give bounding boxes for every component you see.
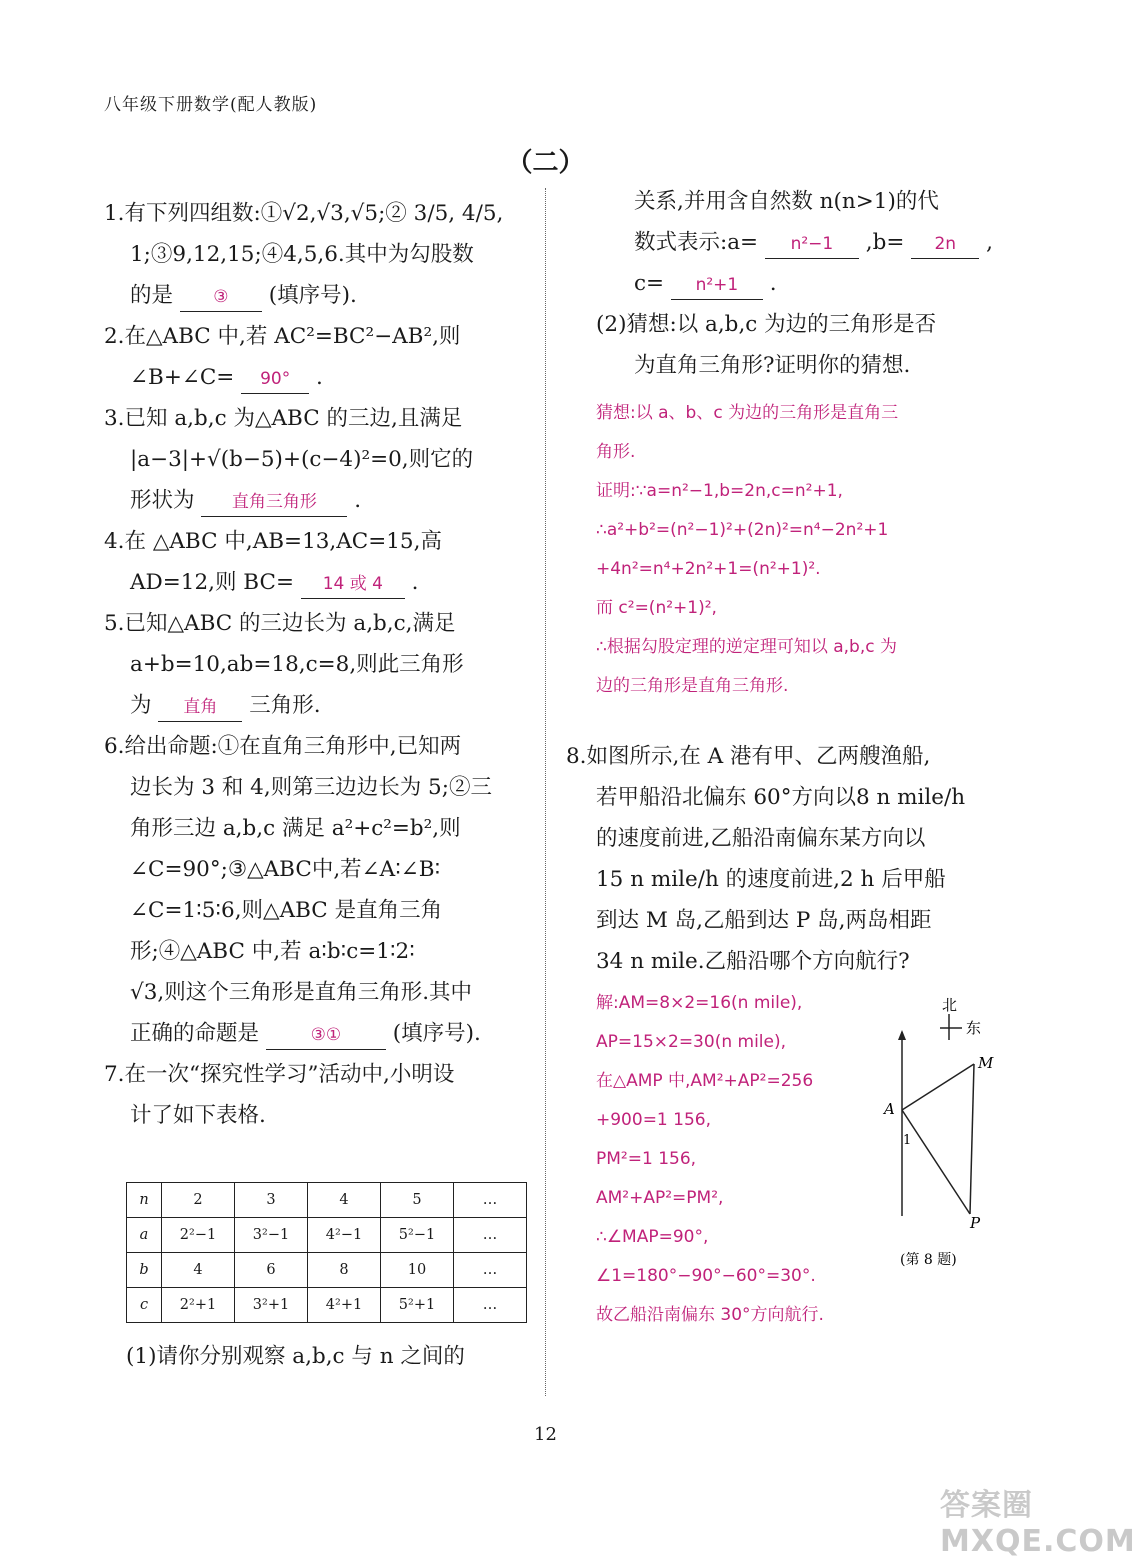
q4-line2: AD=12,则 BC= 14 或 4 .: [104, 562, 534, 603]
q8-block: [566, 736, 986, 982]
q7-sol-line: ∴根据勾股定理的逆定理可知以 a,b,c 为: [596, 637, 897, 657]
table-cell: b: [127, 1253, 162, 1288]
q6-answer: ③①: [266, 1021, 386, 1050]
q4-line1: 4.在 △ABC 中,AB=13,AC=15,高: [104, 529, 442, 554]
table-cell: 3²+1: [235, 1288, 308, 1323]
figure-caption: (第 8 题): [900, 1252, 957, 1268]
segment-AM: [902, 1064, 974, 1110]
q1-answer: ③: [180, 283, 262, 312]
q8-line6: 34 n mile.乙船沿哪个方向航行?: [596, 949, 910, 974]
table-cell: …: [454, 1218, 527, 1253]
q7-answer-b: 2n: [911, 230, 979, 259]
q3-answer: 直角三角形: [201, 488, 347, 517]
q8-line5: 到达 M 岛,乙船到达 P 岛,两岛相距: [596, 908, 932, 933]
table-row: [127, 1288, 527, 1323]
right-column: [596, 181, 996, 386]
q7-part1: [126, 1336, 465, 1377]
q1-line1: 1.有下列四组数:①√2,√3,√5;② 3/5, 4/5,: [104, 201, 504, 226]
section-title: （二）: [506, 148, 585, 178]
table-cell: a: [127, 1218, 162, 1253]
table-cell: 5: [381, 1183, 454, 1218]
table-cell: 6: [235, 1253, 308, 1288]
q3-line2: |a−3|+√(b−5)+(c−4)²=0,则它的: [130, 447, 474, 472]
page-number: 12: [534, 1424, 557, 1445]
q6-line3: 角形三边 a,b,c 满足 a²+c²=b²,则: [130, 816, 461, 841]
label-angle-1: 1: [903, 1133, 912, 1148]
q3-line1: 3.已知 a,b,c 为△ABC 的三边,且满足: [104, 406, 463, 431]
table-cell: c: [127, 1288, 162, 1323]
q7-cont-line1: 关系,并用含自然数 n(n>1)的代: [634, 189, 939, 214]
q8-sol-line: AP=15×2=30(n mile),: [596, 1032, 787, 1052]
q7-sol-line: 而 c²=(n²+1)²,: [596, 598, 717, 618]
q8-sol-line: 在△AMP 中,AM²+AP²=256: [596, 1071, 814, 1091]
q7-answer-c: n²+1: [671, 271, 763, 300]
q7-part1-line1: (1)请你分别观察 a,b,c 与 n 之间的: [126, 1344, 465, 1369]
q6-line4: ∠C=90°;③△ABC中,若∠A∶∠B∶: [130, 857, 441, 882]
label-M: M: [978, 1054, 994, 1072]
column-divider: [545, 188, 546, 1396]
label-P: P: [970, 1214, 981, 1232]
north-label: 北: [942, 996, 958, 1014]
q7-cont-line3: c= n²+1 .: [596, 263, 996, 304]
q8-sol-line: ∴∠MAP=90°,: [596, 1227, 709, 1247]
q7-table: [126, 1182, 527, 1323]
q5-line1: 5.已知△ABC 的三边长为 a,b,c,满足: [104, 611, 456, 636]
q6-line7: √3,则这个三角形是直角三角形.其中: [130, 980, 473, 1005]
table-cell: 8: [308, 1253, 381, 1288]
table-cell: 5²+1: [381, 1288, 454, 1323]
table-cell: 2²+1: [162, 1288, 235, 1323]
q8-figure: [870, 990, 1010, 1280]
q7-cont-line2: 数式表示:a= n²−1 ,b= 2n ,: [596, 222, 996, 263]
table-cell: …: [454, 1253, 527, 1288]
q2-line1: 2.在△ABC 中,若 AC²=BC²−AB²,则: [104, 324, 461, 349]
table-cell: 3: [235, 1183, 308, 1218]
q6-line2: 边长为 3 和 4,则第三边边长为 5;②三: [130, 775, 492, 800]
q7-part2-line1: (2)猜想:以 a,b,c 为边的三角形是否: [596, 312, 937, 337]
table-cell: 2²−1: [162, 1218, 235, 1253]
table-cell: …: [454, 1288, 527, 1323]
q7-answer-a: n²−1: [765, 230, 859, 259]
q8-sol-line: PM²=1 156,: [596, 1149, 697, 1169]
segment-MP: [970, 1064, 974, 1214]
table-cell: 10: [381, 1253, 454, 1288]
q1-line2: 1;③9,12,15;④4,5,6.其中为勾股数: [130, 242, 474, 267]
table-row: [127, 1253, 527, 1288]
q8-sol-line: AM²+AP²=PM²,: [596, 1188, 724, 1208]
q5-line3: 为 直角 三角形.: [104, 685, 534, 726]
table-cell: 4: [162, 1253, 235, 1288]
q2-answer: 90°: [241, 365, 309, 394]
q6-line5: ∠C=1∶5∶6,则△ABC 是直角三角: [130, 898, 443, 923]
q6-line1: 6.给出命题:①在直角三角形中,已知两: [104, 734, 462, 759]
left-column: [104, 193, 534, 1136]
q7-solution: [596, 394, 898, 706]
table-cell: 4: [308, 1183, 381, 1218]
east-label: 东: [966, 1019, 982, 1037]
q6-line8: 正确的命题是 ③① (填序号).: [104, 1013, 534, 1054]
q8-sol-line: ∠1=180°−90°−60°=30°.: [596, 1266, 816, 1286]
q1-line3: 的是 ③ (填序号).: [104, 275, 534, 316]
table-cell: 3²−1: [235, 1218, 308, 1253]
q7-line1: 7.在一次“探究性学习”活动中,小明设: [104, 1062, 455, 1087]
label-A: A: [884, 1100, 895, 1118]
q7-sol-line: 边的三角形是直角三角形.: [596, 676, 789, 696]
q8-sol-line: +900=1 156,: [596, 1110, 712, 1130]
q8-line2: 若甲船沿北偏东 60°方向以8 n mile/h: [596, 785, 966, 810]
q7-sol-line: 证明:∵a=n²−1,b=2n,c=n²+1,: [596, 481, 843, 501]
q8-solution: [596, 984, 824, 1335]
north-arrowhead: [898, 1030, 906, 1040]
q8-line3: 的速度前进,乙船沿南偏东某方向以: [596, 826, 926, 851]
q8-line1: 8.如图所示,在 A 港有甲、乙两艘渔船,: [566, 744, 931, 769]
table-cell: 5²−1: [381, 1218, 454, 1253]
q2-line2: ∠B+∠C= 90° .: [104, 357, 534, 398]
q6-line6: 形;④△ABC 中,若 a∶b∶c=1∶2∶: [130, 939, 415, 964]
book-header: 八年级下册数学(配人教版): [104, 95, 318, 115]
q4-answer: 14 或 4: [301, 570, 405, 599]
q8-sol-line: 故乙船沿南偏东 30°方向航行.: [596, 1305, 824, 1325]
q7-sol-line: +4n²=n⁴+2n²+1=(n²+1)².: [596, 559, 821, 579]
q7-sol-line: 角形.: [596, 442, 636, 462]
q5-answer: 直角: [158, 693, 242, 722]
q7-sol-line: ∴a²+b²=(n²−1)²+(2n)²=n⁴−2n²+1: [596, 520, 889, 540]
watermark: 答案圈 MXQE.COM: [940, 1488, 1136, 1559]
q7-part2-line2: 为直角三角形?证明你的猜想.: [634, 353, 911, 378]
table-cell: 4²+1: [308, 1288, 381, 1323]
q8-sol-line: 解:AM=8×2=16(n mile),: [596, 993, 803, 1013]
q5-line2: a+b=10,ab=18,c=8,则此三角形: [130, 652, 464, 677]
q7-sol-line: 猜想:以 a、b、c 为边的三角形是直角三: [596, 403, 899, 423]
table-cell: n: [127, 1183, 162, 1218]
q3-line3: 形状为 直角三角形 .: [104, 480, 534, 521]
q8-line4: 15 n mile/h 的速度前进,2 h 后甲船: [596, 867, 946, 892]
table-cell: 2: [162, 1183, 235, 1218]
table-row: [127, 1183, 527, 1218]
table-cell: …: [454, 1183, 527, 1218]
table-row: [127, 1218, 527, 1253]
q7-line2: 计了如下表格.: [130, 1103, 266, 1128]
segment-AP: [902, 1110, 970, 1214]
table-cell: 4²−1: [308, 1218, 381, 1253]
